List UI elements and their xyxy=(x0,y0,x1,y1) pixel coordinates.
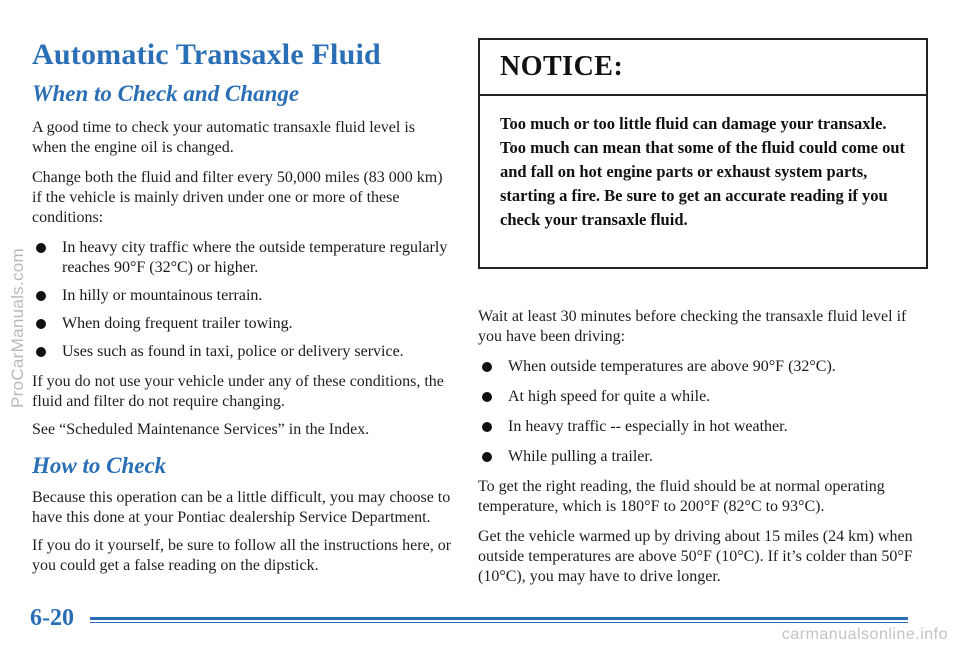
page-title: Automatic Transaxle Fluid xyxy=(32,38,381,71)
how-paragraph: Because this operation can be a little difficult, you may choose to have this done at your Pontiac dealership Service Department. xyxy=(32,489,451,526)
not-use-paragraph: If you do not use your vehicle under any of these conditions, the fluid and filter do not require changing. xyxy=(32,373,444,410)
bullet-icon xyxy=(36,319,46,329)
list-item: While pulling a trailer. xyxy=(478,447,928,467)
list-item: In hilly or mountainous terrain. xyxy=(32,286,452,306)
list-item: Uses such as found in taxi, police or delivery service. xyxy=(32,342,452,362)
temperature-paragraph: To get the right reading, the fluid should be at normal operating temperature, which is 180°F to 200°F (82°C to 93°C). xyxy=(478,478,885,515)
see-index-paragraph: See “Scheduled Maintenance Services” in the Index. xyxy=(32,421,370,438)
wait-list xyxy=(478,357,928,467)
list-item: At high speed for quite a while. xyxy=(478,387,928,407)
left-column xyxy=(32,38,452,576)
yourself-paragraph: If you do it yourself, be sure to follow all the instructions here, or you could get a false reading on the dipstick. xyxy=(32,537,452,574)
bullet-icon xyxy=(36,243,46,253)
list-item: In heavy traffic -- especially in hot weather. xyxy=(478,417,928,437)
wait-paragraph: Wait at least 30 minutes before checking the transaxle fluid level if you have been driving: xyxy=(478,308,907,345)
site-watermark: carmanualsonline.info xyxy=(781,626,948,643)
intro-paragraph: A good time to check your automatic transaxle fluid level is when the engine oil is changed. xyxy=(32,119,416,156)
list-item: In heavy city traffic where the outside temperature regularly reaches 90°F (32°C) or higher. xyxy=(32,238,452,278)
bullet-icon xyxy=(482,422,492,432)
bullet-icon xyxy=(36,347,46,357)
section-heading-when: When to Check and Change xyxy=(32,81,300,106)
bullet-icon xyxy=(482,362,492,372)
page-number: 6-20 xyxy=(30,605,74,631)
warm-up-paragraph: Get the vehicle warmed up by driving about 15 miles (24 km) when outside temperatures are above 50°F (10°C). If it’s colder than 50°F (10°C), you may have to drive longer. xyxy=(478,528,913,585)
section-heading-how: How to Check xyxy=(32,453,167,478)
footer-rule-thin xyxy=(90,622,908,623)
notice-body: Too much or too little fluid can damage your transaxle. Too much can mean that some of the fluid could come out and fall on hot engine parts or exhaust system parts, starting a fire. Be sure to get an accurate reading if you check your transaxle fluid. xyxy=(500,114,906,229)
bullet-icon xyxy=(482,392,492,402)
list-item: When outside temperatures are above 90°F (32°C). xyxy=(478,357,928,377)
list-item: When doing frequent trailer towing. xyxy=(32,314,452,334)
conditions-list xyxy=(32,238,452,362)
right-column xyxy=(478,38,928,587)
footer-rule xyxy=(90,617,908,620)
notice-title: NOTICE: xyxy=(500,51,624,82)
change-paragraph: Change both the fluid and filter every 50,000 miles (83 000 km) if the vehicle is mainly driven under one or more of these conditions: xyxy=(32,169,443,226)
side-watermark: ProCarManuals.com xyxy=(8,247,27,409)
bullet-icon xyxy=(482,452,492,462)
notice-header xyxy=(480,40,926,96)
notice-box xyxy=(478,38,928,269)
bullet-icon xyxy=(36,291,46,301)
